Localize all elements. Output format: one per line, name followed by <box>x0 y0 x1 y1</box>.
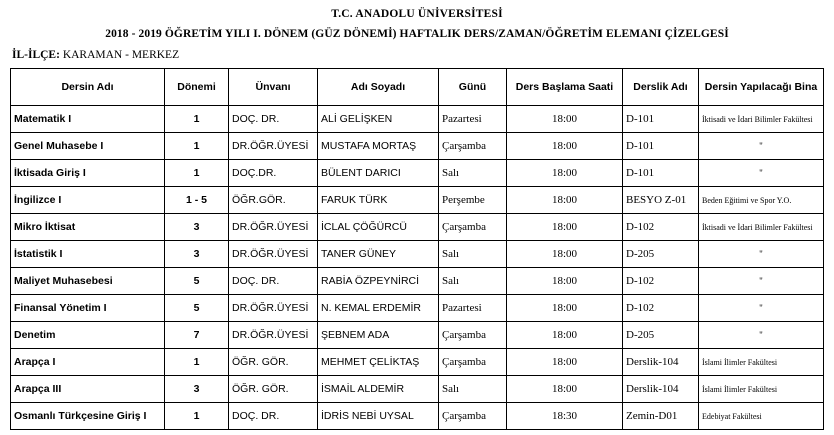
course-name-cell: Mikro İktisat <box>11 214 165 241</box>
course-name-cell: Arapça I <box>11 349 165 376</box>
table-row <box>11 376 824 403</box>
start-time-cell: 18:00 <box>507 295 623 322</box>
classroom-cell: D-101 <box>623 106 699 133</box>
academic-title-cell: DOÇ.DR. <box>229 160 318 187</box>
term-cell: 1 <box>165 403 229 430</box>
table-row <box>11 160 824 187</box>
start-time-cell: 18:00 <box>507 133 623 160</box>
term-cell: 5 <box>165 295 229 322</box>
building-cell: İslami İlimler Fakültesi <box>699 349 824 376</box>
course-name-cell: Maliyet Muhasebesi <box>11 268 165 295</box>
course-name-cell: Denetim <box>11 322 165 349</box>
start-time-cell: 18:00 <box>507 349 623 376</box>
building-cell: İktisadi ve İdari Bilimler Fakültesi <box>699 106 824 133</box>
course-name-cell: İstatistik I <box>11 241 165 268</box>
building-cell: " <box>699 160 824 187</box>
table-row <box>11 403 824 430</box>
term-cell: 1 <box>165 106 229 133</box>
table-row <box>11 241 824 268</box>
building-cell: " <box>699 133 824 160</box>
day-cell: Salı <box>439 376 507 403</box>
document-subtitle: 2018 - 2019 ÖĞRETİM YILI I. DÖNEM (GÜZ DÖNEMİ) HAFTALIK DERS/ZAMAN/ÖĞRETİM ELEMANI ÇİZELGESİ <box>105 28 729 40</box>
building-cell: " <box>699 241 824 268</box>
start-time-cell: 18:00 <box>507 106 623 133</box>
day-cell: Çarşamba <box>439 349 507 376</box>
instructor-name-cell: N. KEMAL ERDEMİR <box>318 295 439 322</box>
course-name-cell: Finansal Yönetim I <box>11 295 165 322</box>
schedule-table <box>10 68 824 430</box>
table-row <box>11 106 824 133</box>
classroom-cell: D-101 <box>623 133 699 160</box>
course-name-cell: Genel Muhasebe I <box>11 133 165 160</box>
instructor-name-cell: ŞEBNEM ADA <box>318 322 439 349</box>
day-cell: Salı <box>439 268 507 295</box>
day-cell: Çarşamba <box>439 214 507 241</box>
start-time-cell: 18:00 <box>507 214 623 241</box>
instructor-name-cell: FARUK TÜRK <box>318 187 439 214</box>
day-cell: Perşembe <box>439 187 507 214</box>
region-value: KARAMAN - MERKEZ <box>62 49 180 61</box>
document-title: T.C. ANADOLU ÜNİVERSİTESİ <box>331 8 503 20</box>
day-cell: Çarşamba <box>439 322 507 349</box>
instructor-name-cell: İCLAL ÇÖĞÜRCÜ <box>318 214 439 241</box>
classroom-cell: Derslik-104 <box>623 349 699 376</box>
course-name-cell: Matematik I <box>11 106 165 133</box>
academic-title-cell: ÖĞR.GÖR. <box>229 187 318 214</box>
day-cell: Çarşamba <box>439 133 507 160</box>
column-header: Derslik Adı <box>623 69 699 106</box>
start-time-cell: 18:00 <box>507 160 623 187</box>
academic-title-cell: DR.ÖĞR.ÜYESİ <box>229 133 318 160</box>
classroom-cell: BESYO Z-01 <box>623 187 699 214</box>
day-cell: Pazartesi <box>439 295 507 322</box>
start-time-cell: 18:30 <box>507 403 623 430</box>
academic-title-cell: DOÇ. DR. <box>229 106 318 133</box>
table-row <box>11 133 824 160</box>
start-time-cell: 18:00 <box>507 187 623 214</box>
building-cell: " <box>699 268 824 295</box>
course-name-cell: Arapça III <box>11 376 165 403</box>
classroom-cell: D-101 <box>623 160 699 187</box>
building-cell: İktisadi ve İdari Bilimler Fakültesi <box>699 214 824 241</box>
academic-title-cell: ÖĞR. GÖR. <box>229 349 318 376</box>
term-cell: 1 - 5 <box>165 187 229 214</box>
table-row <box>11 268 824 295</box>
instructor-name-cell: BÜLENT DARICI <box>318 160 439 187</box>
start-time-cell: 18:00 <box>507 322 623 349</box>
region-line <box>12 49 179 61</box>
classroom-cell: D-205 <box>623 322 699 349</box>
classroom-cell: D-102 <box>623 268 699 295</box>
academic-title-cell: DR.ÖĞR.ÜYESİ <box>229 241 318 268</box>
table-row <box>11 295 824 322</box>
classroom-cell: D-205 <box>623 241 699 268</box>
building-cell: Beden Eğitimi ve Spor Y.O. <box>699 187 824 214</box>
table-row <box>11 322 824 349</box>
instructor-name-cell: MUSTAFA MORTAŞ <box>318 133 439 160</box>
building-cell: İslami İlimler Fakültesi <box>699 376 824 403</box>
building-cell: " <box>699 295 824 322</box>
academic-title-cell: DR.ÖĞR.ÜYESİ <box>229 322 318 349</box>
instructor-name-cell: ALİ GELİŞKEN <box>318 106 439 133</box>
term-cell: 1 <box>165 349 229 376</box>
academic-title-cell: DR.ÖĞR.ÜYESİ <box>229 214 318 241</box>
table-row <box>11 214 824 241</box>
day-cell: Pazartesi <box>439 106 507 133</box>
term-cell: 3 <box>165 241 229 268</box>
column-header: Ders Başlama Saati <box>507 69 623 106</box>
column-header: Ünvanı <box>229 69 318 106</box>
academic-title-cell: ÖĞR. GÖR. <box>229 376 318 403</box>
day-cell: Çarşamba <box>439 403 507 430</box>
term-cell: 3 <box>165 376 229 403</box>
term-cell: 1 <box>165 133 229 160</box>
instructor-name-cell: TANER GÜNEY <box>318 241 439 268</box>
term-cell: 7 <box>165 322 229 349</box>
building-cell: Edebiyat Fakültesi <box>699 403 824 430</box>
table-row <box>11 349 824 376</box>
start-time-cell: 18:00 <box>507 376 623 403</box>
instructor-name-cell: İDRİS NEBİ UYSAL <box>318 403 439 430</box>
instructor-name-cell: RABİA ÖZPEYNİRCİ <box>318 268 439 295</box>
table-header-row <box>11 69 824 106</box>
classroom-cell: Derslik-104 <box>623 376 699 403</box>
academic-title-cell: DOÇ. DR. <box>229 403 318 430</box>
academic-title-cell: DR.ÖĞR.ÜYESİ <box>229 295 318 322</box>
column-header: Günü <box>439 69 507 106</box>
course-name-cell: İngilizce I <box>11 187 165 214</box>
table-row <box>11 187 824 214</box>
academic-title-cell: DOÇ. DR. <box>229 268 318 295</box>
course-name-cell: Osmanlı Türkçesine Giriş I <box>11 403 165 430</box>
instructor-name-cell: İSMAİL ALDEMİR <box>318 376 439 403</box>
column-header: Adı Soyadı <box>318 69 439 106</box>
day-cell: Salı <box>439 241 507 268</box>
region-label: İL-İLÇE: <box>12 49 60 61</box>
column-header: Dönemi <box>165 69 229 106</box>
term-cell: 3 <box>165 214 229 241</box>
start-time-cell: 18:00 <box>507 241 623 268</box>
day-cell: Salı <box>439 160 507 187</box>
course-name-cell: İktisada Giriş I <box>11 160 165 187</box>
classroom-cell: D-102 <box>623 214 699 241</box>
classroom-cell: D-102 <box>623 295 699 322</box>
column-header: Dersin Yapılacağı Bina <box>699 69 824 106</box>
classroom-cell: Zemin-D01 <box>623 403 699 430</box>
term-cell: 5 <box>165 268 229 295</box>
term-cell: 1 <box>165 160 229 187</box>
start-time-cell: 18:00 <box>507 268 623 295</box>
instructor-name-cell: MEHMET ÇELİKTAŞ <box>318 349 439 376</box>
building-cell: " <box>699 322 824 349</box>
column-header: Dersin Adı <box>11 69 165 106</box>
